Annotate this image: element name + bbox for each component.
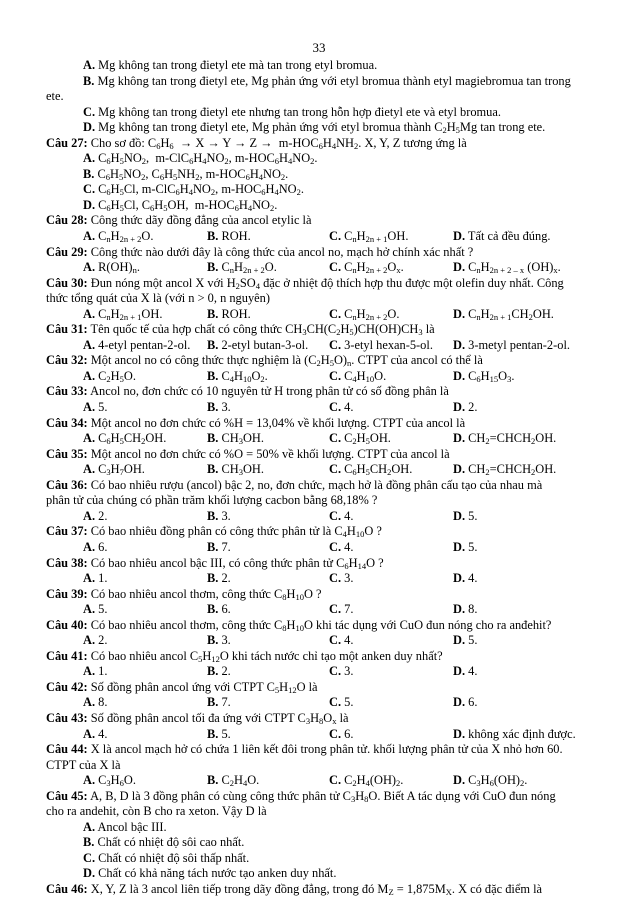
answer-options-row <box>46 633 592 649</box>
answer-options-row <box>46 229 592 245</box>
text-line: Câu 43: Số đồng phân ancol tối đa ứng với CTPT $C_3H_8O_x$ là <box>46 710 349 726</box>
answer-option: D. 5. <box>453 508 478 523</box>
answer-options-row <box>46 540 592 556</box>
answer-option: D. $C_nH_{2n + 1}CH_2OH$. <box>453 306 554 322</box>
text-line: B. $C_6H_5NO_2$, $C_6H_5NH_2$, $m-HOC_6H_4NO_2$. <box>83 166 289 182</box>
answer-option: B. $CH_3OH$. <box>207 431 264 447</box>
answer-options-row <box>46 695 592 711</box>
answer-option: A. 8. <box>83 695 108 710</box>
answer-option: D. $CH_2=CHCH_2OH$. <box>453 431 557 447</box>
text-line: phân tử của chúng có phần trăm khối lượng cacbon bằng 68,18% ? <box>46 493 378 508</box>
text-line: Câu 40: Có bao nhiêu ancol thơm, công thức $C_8H_{10}O$ khi tác dụng với CuO đun nóng cho ra anđehit? <box>46 617 552 633</box>
answer-option: A. $C_3H_7OH$. <box>83 462 145 478</box>
answer-option: A. 2. <box>83 508 108 523</box>
text-line: B. Chất có nhiệt độ sôi cao nhất. <box>83 835 245 850</box>
answer-option: B. 7. <box>207 695 231 710</box>
answer-option: A. 1. <box>83 664 108 679</box>
text-line: C. Chất có nhiệt độ sôi thấp nhất. <box>83 850 250 865</box>
answer-option: A. 4. <box>83 726 108 741</box>
answer-options-row <box>46 400 592 416</box>
answer-option: C. $C_nH_{2n + 1}OH$. <box>329 229 409 245</box>
answer-option: B. 5. <box>207 726 231 741</box>
text-line: Câu 27: Cho sơ đồ: $C_6H_6 \to X \to Y \to Z \to m-HOC_6H_4NH_2$. X, Y, Z tương ứng là <box>46 135 467 151</box>
text-line: D. Mg không tan trong đietyl ete, Mg phản ứng với etyl bromua thành $C_2H_5Mg$ tan trong ete. <box>83 120 546 136</box>
text-line: C. $C_6H_5Cl$, $m-ClC_6H_4NO_2$, $m-HOC_6H_4NO_2$. <box>83 182 304 198</box>
text-line: Câu 32: Một ancol no có công thức thực nghiệm là $(C_2H_5O)_n$. CTPT của ancol có thể là <box>46 353 483 369</box>
answer-option: D. $C_6H_{15}O_3$. <box>453 368 515 384</box>
answer-option: A. $C_nH_{2n + 1}OH$. <box>83 306 163 322</box>
answer-options-row <box>46 509 592 525</box>
answer-option: C. 4. <box>329 400 354 415</box>
answer-options-row <box>46 338 592 354</box>
text-line: Câu 35: Một ancol no đơn chức có %O = 50% về khối lượng. CTPT của ancol là <box>46 446 450 461</box>
text-line: Câu 46: X, Y, Z là 3 ancol liên tiếp trong dãy đồng đẳng, trong đó $M_Z = 1,875M_X$. X có đặc điểm là <box>46 881 543 897</box>
answer-option: A. $R(OH)_n$. <box>83 260 140 276</box>
text-line: Câu 39: Có bao nhiêu ancol thơm, công thức $C_8H_{10}O$ ? <box>46 586 322 602</box>
answer-option: A. 6. <box>83 539 108 554</box>
answer-option: B. ROH. <box>207 229 251 244</box>
answer-option: D. 4. <box>453 571 478 586</box>
answer-option: B. 2-etyl butan-3-ol. <box>207 337 309 352</box>
answer-option: D. $CH_2=CHCH_2OH$. <box>453 462 557 478</box>
answer-option: A. $C_3H_6O$. <box>83 773 136 789</box>
answer-option: D. 8. <box>453 602 478 617</box>
answer-option: C. $C_6H_5CH_2OH$. <box>329 462 413 478</box>
text-line: Câu 28: Công thức dãy đồng đẳng của ancol etylic là <box>46 213 312 228</box>
answer-options-row <box>46 431 592 447</box>
answer-option: C. 4. <box>329 508 354 523</box>
answer-option: B. 6. <box>207 602 231 617</box>
answer-option: D. Tất cả đều đúng. <box>453 229 551 244</box>
text-line: D. $C_6H_5Cl$, $C_6H_5OH$, $m-HOC_6H_4NO_2$. <box>83 197 278 213</box>
text-line: A. $C_6H_5NO_2$, $m-ClC_6H_4NO_2$, $m-HOC_6H_4NO_2$. <box>83 151 318 167</box>
answer-options-row <box>46 369 592 385</box>
answer-option: C. $C_nH_{2n + 2}O_x$. <box>329 260 404 276</box>
answer-option: C. 4. <box>329 633 354 648</box>
answer-option: D. 5. <box>453 633 478 648</box>
answer-options-row <box>46 727 592 743</box>
answer-option: B. 3. <box>207 633 231 648</box>
text-line: thức tổng quát của X là (với n > 0, n nguyên) <box>46 291 270 306</box>
answer-option: B. $C_nH_{2n + 2}O$. <box>207 260 277 276</box>
text-line: Câu 30: Đun nóng một ancol X với $H_2SO_4$ đặc ở nhiệt độ thích hợp thu được một olefin duy nhất. Công <box>46 275 564 291</box>
text-line: Câu 42: Số đồng phân ancol ứng với CTPT $C_5H_{12}O$ là <box>46 679 318 695</box>
question-content <box>46 58 592 898</box>
text-line: Câu 31: Tên quốc tế của hợp chất có công thức $CH_3CH(C_2H_5)CH(OH)CH_3$ là <box>46 322 435 338</box>
answer-option: B. 3. <box>207 508 231 523</box>
answer-options-row <box>46 260 592 276</box>
answer-option: D. $C_nH_{2n + 2 - x}$ $(OH)_x$. <box>453 260 561 276</box>
answer-option: C. 5. <box>329 695 354 710</box>
answer-option: D. không xác định được. <box>453 726 576 741</box>
answer-option: A. $C_6H_5CH_2OH$. <box>83 431 167 447</box>
answer-options-row <box>46 602 592 618</box>
answer-option: A. 4-etyl pentan-2-ol. <box>83 337 191 352</box>
text-line: A. Ancol bậc III. <box>83 819 167 834</box>
text-line: Câu 41: Có bao nhiêu ancol $C_5H_{12}O$ khi tách nước chỉ tạo một anken duy nhất? <box>46 648 443 664</box>
answer-option: C. $C_4H_{10}O$. <box>329 368 387 384</box>
answer-option: C. $C_2H_5OH$. <box>329 431 391 447</box>
answer-option: D. 6. <box>453 695 478 710</box>
text-line: Câu 36: Có bao nhiêu rượu (ancol) bậc 2, no, đơn chức, mạch hở là đồng phân cấu tạo của nhau mà <box>46 477 543 492</box>
answer-options-row <box>46 773 592 789</box>
text-line: ete. <box>46 89 64 104</box>
answer-option: C. $C_2H_4(OH)_2$. <box>329 773 404 789</box>
answer-option: A. $C_nH_{2n + 2}O$. <box>83 229 154 245</box>
answer-option: A. $C_2H_5O$. <box>83 368 136 384</box>
answer-option: A. 1. <box>83 571 108 586</box>
text-line: Câu 38: Có bao nhiêu ancol bậc III, có công thức phân tử $C_6H_{14}O$ ? <box>46 555 384 571</box>
answer-option: B. ROH. <box>207 306 251 321</box>
answer-option: D. $C_3H_6(OH)_2$. <box>453 773 528 789</box>
answer-option: B. 2. <box>207 571 231 586</box>
page-number: 33 <box>312 40 326 55</box>
answer-option: A. 2. <box>83 633 108 648</box>
answer-option: C. $C_nH_{2n + 2}O$. <box>329 306 400 322</box>
text-line: D. Chất có khả năng tách nước tạo anken duy nhất. <box>83 866 337 881</box>
answer-option: B. 2. <box>207 664 231 679</box>
answer-option: D. 4. <box>453 664 478 679</box>
text-line: Câu 29: Công thức nào dưới đây là công thức của ancol no, mạch hở chính xác nhất ? <box>46 244 474 259</box>
answer-option: C. 7. <box>329 602 354 617</box>
answer-option: C. 3-etyl hexan-5-ol. <box>329 337 433 352</box>
text-line: B. Mg không tan trong đietyl ete, Mg phản ứng với etyl bromua thành etyl magiebromua tan trong <box>83 73 571 88</box>
answer-option: B. $C_2H_4O$. <box>207 773 260 789</box>
text-line: Câu 37: Có bao nhiêu đồng phân có công thức phân tử là $C_4H_{10}O$ ? <box>46 524 382 540</box>
text-line: Câu 44: X là ancol mạch hở có chứa 1 liên kết đôi trong phân tử. khối lượng phân tử của X nhỏ hơn 60. <box>46 742 563 757</box>
text-line: cho ra andehit, còn B cho ra xeton. Vậy D là <box>46 804 267 819</box>
answer-option: C. 4. <box>329 539 354 554</box>
text-line: A. Mg không tan trong đietyl ete mà tan trong etyl bromua. <box>83 58 378 72</box>
answer-option: B. $C_4H_{10}O_2$. <box>207 368 268 384</box>
answer-option: B. 7. <box>207 539 231 554</box>
answer-option: D. 3-metyl pentan-2-ol. <box>453 337 570 352</box>
text-line: Câu 34: Một ancol no đơn chức có %H = 13,04% về khối lượng. CTPT của ancol là <box>46 415 466 430</box>
answer-option: C. 3. <box>329 571 354 586</box>
answer-option: D. 2. <box>453 400 478 415</box>
answer-option: C. 3. <box>329 664 354 679</box>
answer-options-row <box>46 307 592 323</box>
answer-options-row <box>46 664 592 680</box>
text-line: Câu 45: A, B, D là 3 đồng phân có cùng công thức phân tử $C_3H_8O$. Biết A tác dụng với CuO đun nóng <box>46 788 556 804</box>
answer-option: C. 6. <box>329 726 354 741</box>
answer-option: A. 5. <box>83 400 108 415</box>
answer-option: A. 5. <box>83 602 108 617</box>
text-line: Câu 33: Ancol no, đơn chức có 10 nguyên tử H trong phân tử có số đồng phân là <box>46 384 449 399</box>
answer-option: D. 5. <box>453 539 478 554</box>
answer-option: B. 3. <box>207 400 231 415</box>
text-line: CTPT của X là <box>46 757 121 772</box>
answer-options-row <box>46 462 592 478</box>
answer-option: B. $CH_3OH$. <box>207 462 264 478</box>
text-line: C. Mg không tan trong đietyl ete nhưng tan trong hỗn hợp đietyl ete và etyl bromua. <box>83 104 501 119</box>
answer-options-row <box>46 571 592 587</box>
